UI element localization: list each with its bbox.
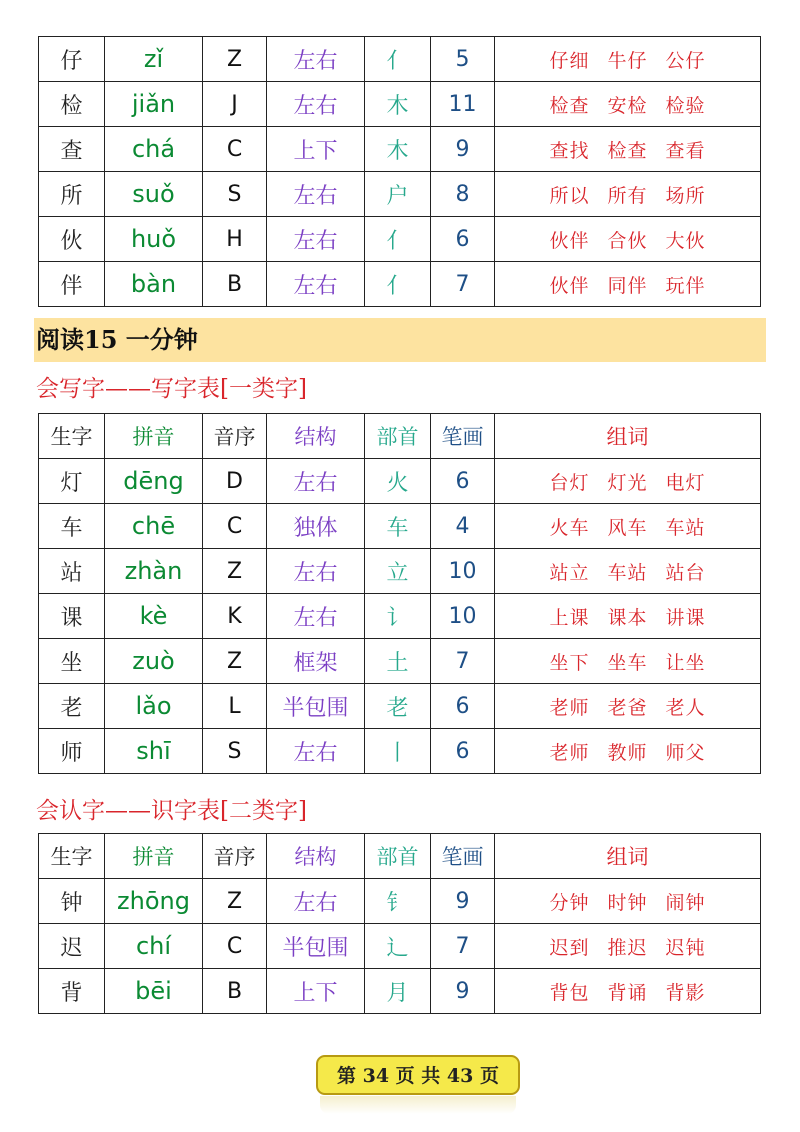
pinyin-cell: lǎo bbox=[105, 684, 203, 729]
structure-cell: 上下 bbox=[267, 969, 365, 1014]
word-item: 背影 bbox=[665, 981, 706, 1004]
character-cell: 查 bbox=[39, 127, 105, 172]
words-cell bbox=[495, 549, 761, 594]
radical-cell: 户 bbox=[365, 172, 431, 217]
table-row bbox=[39, 969, 761, 1014]
stroke-count-cell: 7 bbox=[431, 639, 495, 684]
character-cell: 灯 bbox=[39, 459, 105, 504]
stroke-count-cell: 11 bbox=[431, 82, 495, 127]
order-letter-cell: Z bbox=[203, 879, 267, 924]
order-letter-cell: Z bbox=[203, 639, 267, 684]
table-row bbox=[39, 594, 761, 639]
radical-cell: 讠 bbox=[365, 594, 431, 639]
word-item: 伙伴 bbox=[549, 229, 590, 252]
pinyin-cell: chē bbox=[105, 504, 203, 549]
word-item: 迟到 bbox=[549, 936, 590, 959]
character-cell: 背 bbox=[39, 969, 105, 1014]
radical-cell: 木 bbox=[365, 82, 431, 127]
pinyin-cell: zhàn bbox=[105, 549, 203, 594]
order-letter-cell: S bbox=[203, 172, 267, 217]
table-row bbox=[39, 924, 761, 969]
header-radical: 部首 bbox=[365, 414, 431, 459]
structure-cell: 左右 bbox=[267, 262, 365, 307]
words-cell bbox=[495, 729, 761, 774]
structure-cell: 左右 bbox=[267, 594, 365, 639]
order-letter-cell: J bbox=[203, 82, 267, 127]
word-item: 时钟 bbox=[607, 891, 648, 914]
character-cell: 伴 bbox=[39, 262, 105, 307]
character-cell: 仔 bbox=[39, 37, 105, 82]
character-cell: 所 bbox=[39, 172, 105, 217]
table-row bbox=[39, 729, 761, 774]
header-order: 音序 bbox=[203, 414, 267, 459]
radical-cell: 钅 bbox=[365, 879, 431, 924]
header-words: 组词 bbox=[495, 834, 761, 879]
words-cell bbox=[495, 127, 761, 172]
radical-cell: 车 bbox=[365, 504, 431, 549]
pinyin-cell: zhōng bbox=[105, 879, 203, 924]
word-item: 合伙 bbox=[607, 229, 648, 252]
word-item: 火车 bbox=[549, 516, 590, 539]
words-cell bbox=[495, 684, 761, 729]
header-radical: 部首 bbox=[365, 834, 431, 879]
header-pinyin: 拼音 bbox=[105, 414, 203, 459]
table-row bbox=[39, 172, 761, 217]
order-letter-cell: Z bbox=[203, 37, 267, 82]
word-item: 站台 bbox=[665, 561, 706, 584]
word-item: 课本 bbox=[607, 606, 648, 629]
word-item: 伙伴 bbox=[549, 274, 590, 297]
structure-cell: 左右 bbox=[267, 217, 365, 262]
word-item: 查看 bbox=[665, 139, 706, 162]
word-item: 让坐 bbox=[665, 651, 706, 674]
stroke-count-cell: 5 bbox=[431, 37, 495, 82]
word-item: 讲课 bbox=[665, 606, 706, 629]
character-cell: 迟 bbox=[39, 924, 105, 969]
table-header-row bbox=[39, 414, 761, 459]
radical-cell: 亻 bbox=[365, 217, 431, 262]
structure-cell: 独体 bbox=[267, 504, 365, 549]
word-item: 车站 bbox=[607, 561, 648, 584]
order-letter-cell: D bbox=[203, 459, 267, 504]
structure-cell: 左右 bbox=[267, 82, 365, 127]
table-row bbox=[39, 879, 761, 924]
order-letter-cell: C bbox=[203, 924, 267, 969]
pinyin-cell: kè bbox=[105, 594, 203, 639]
pinyin-cell: zǐ bbox=[105, 37, 203, 82]
character-cell: 钟 bbox=[39, 879, 105, 924]
radical-cell: 丨 bbox=[365, 729, 431, 774]
header-order: 音序 bbox=[203, 834, 267, 879]
word-item: 老师 bbox=[549, 741, 590, 764]
structure-cell: 左右 bbox=[267, 879, 365, 924]
words-cell bbox=[495, 594, 761, 639]
header-structure: 结构 bbox=[267, 414, 365, 459]
table-row bbox=[39, 217, 761, 262]
pinyin-cell: shī bbox=[105, 729, 203, 774]
words-cell bbox=[495, 639, 761, 684]
structure-cell: 半包围 bbox=[267, 684, 365, 729]
word-item: 迟钝 bbox=[665, 936, 706, 959]
word-item: 坐下 bbox=[549, 651, 590, 674]
header-char: 生字 bbox=[39, 834, 105, 879]
order-letter-cell: C bbox=[203, 127, 267, 172]
table-row bbox=[39, 639, 761, 684]
table-row bbox=[39, 37, 761, 82]
stroke-count-cell: 8 bbox=[431, 172, 495, 217]
word-item: 所有 bbox=[607, 184, 648, 207]
radical-cell: 月 bbox=[365, 969, 431, 1014]
radical-cell: 老 bbox=[365, 684, 431, 729]
character-cell: 检 bbox=[39, 82, 105, 127]
word-item: 电灯 bbox=[665, 471, 706, 494]
table-row bbox=[39, 459, 761, 504]
order-letter-cell: S bbox=[203, 729, 267, 774]
table-header-row bbox=[39, 834, 761, 879]
words-cell bbox=[495, 879, 761, 924]
header-pinyin: 拼音 bbox=[105, 834, 203, 879]
section-title-reading: 会认字——识字表[二类字] bbox=[36, 798, 307, 824]
writing-character-table bbox=[38, 413, 761, 774]
word-item: 车站 bbox=[665, 516, 706, 539]
stroke-count-cell: 6 bbox=[431, 217, 495, 262]
word-item: 检验 bbox=[665, 94, 706, 117]
radical-cell: 亻 bbox=[365, 262, 431, 307]
stroke-count-cell: 6 bbox=[431, 729, 495, 774]
character-cell: 站 bbox=[39, 549, 105, 594]
stroke-count-cell: 7 bbox=[431, 924, 495, 969]
header-words: 组词 bbox=[495, 414, 761, 459]
order-letter-cell: H bbox=[203, 217, 267, 262]
stroke-count-cell: 9 bbox=[431, 969, 495, 1014]
header-structure: 结构 bbox=[267, 834, 365, 879]
word-item: 背包 bbox=[549, 981, 590, 1004]
pinyin-cell: chí bbox=[105, 924, 203, 969]
pinyin-cell: suǒ bbox=[105, 172, 203, 217]
top-character-table bbox=[38, 36, 761, 307]
word-item: 场所 bbox=[665, 184, 706, 207]
word-item: 检查 bbox=[607, 139, 648, 162]
stroke-count-cell: 6 bbox=[431, 459, 495, 504]
pinyin-cell: zuò bbox=[105, 639, 203, 684]
structure-cell: 框架 bbox=[267, 639, 365, 684]
table-row bbox=[39, 684, 761, 729]
table-row bbox=[39, 504, 761, 549]
word-item: 分钟 bbox=[549, 891, 590, 914]
stroke-count-cell: 4 bbox=[431, 504, 495, 549]
pinyin-cell: chá bbox=[105, 127, 203, 172]
radical-cell: 立 bbox=[365, 549, 431, 594]
stroke-count-cell: 6 bbox=[431, 684, 495, 729]
table-row bbox=[39, 549, 761, 594]
pinyin-cell: jiǎn bbox=[105, 82, 203, 127]
reading-character-table bbox=[38, 833, 761, 1014]
header-char: 生字 bbox=[39, 414, 105, 459]
word-item: 大伙 bbox=[665, 229, 706, 252]
word-item: 台灯 bbox=[549, 471, 590, 494]
radical-cell: 亻 bbox=[365, 37, 431, 82]
structure-cell: 左右 bbox=[267, 549, 365, 594]
pinyin-cell: huǒ bbox=[105, 217, 203, 262]
table-row bbox=[39, 262, 761, 307]
stroke-count-cell: 7 bbox=[431, 262, 495, 307]
word-item: 站立 bbox=[549, 561, 590, 584]
word-item: 所以 bbox=[549, 184, 590, 207]
character-cell: 车 bbox=[39, 504, 105, 549]
character-cell: 坐 bbox=[39, 639, 105, 684]
character-cell: 伙 bbox=[39, 217, 105, 262]
radical-cell: 火 bbox=[365, 459, 431, 504]
stroke-count-cell: 9 bbox=[431, 127, 495, 172]
words-cell bbox=[495, 262, 761, 307]
words-cell bbox=[495, 504, 761, 549]
pinyin-cell: bàn bbox=[105, 262, 203, 307]
word-item: 安检 bbox=[607, 94, 648, 117]
structure-cell: 左右 bbox=[267, 729, 365, 774]
words-cell bbox=[495, 459, 761, 504]
structure-cell: 半包围 bbox=[267, 924, 365, 969]
stroke-count-cell: 10 bbox=[431, 549, 495, 594]
word-item: 坐车 bbox=[607, 651, 648, 674]
word-item: 老爸 bbox=[607, 696, 648, 719]
words-cell bbox=[495, 924, 761, 969]
structure-cell: 左右 bbox=[267, 172, 365, 217]
lesson-title-banner: 阅读15 一分钟 bbox=[34, 318, 766, 362]
section-title-writing: 会写字——写字表[一类字] bbox=[36, 376, 307, 402]
words-cell bbox=[495, 172, 761, 217]
pinyin-cell: bēi bbox=[105, 969, 203, 1014]
words-cell bbox=[495, 37, 761, 82]
order-letter-cell: B bbox=[203, 262, 267, 307]
word-item: 闹钟 bbox=[665, 891, 706, 914]
character-cell: 课 bbox=[39, 594, 105, 639]
word-item: 灯光 bbox=[607, 471, 648, 494]
words-cell bbox=[495, 969, 761, 1014]
page-badge-reflection bbox=[320, 1096, 516, 1114]
header-strokes: 笔画 bbox=[431, 834, 495, 879]
structure-cell: 上下 bbox=[267, 127, 365, 172]
word-item: 同伴 bbox=[607, 274, 648, 297]
structure-cell: 左右 bbox=[267, 459, 365, 504]
order-letter-cell: K bbox=[203, 594, 267, 639]
character-cell: 师 bbox=[39, 729, 105, 774]
word-item: 老人 bbox=[665, 696, 706, 719]
word-item: 教师 bbox=[607, 741, 648, 764]
word-item: 牛仔 bbox=[607, 49, 648, 72]
radical-cell: 辶 bbox=[365, 924, 431, 969]
word-item: 师父 bbox=[665, 741, 706, 764]
word-item: 背诵 bbox=[607, 981, 648, 1004]
header-strokes: 笔画 bbox=[431, 414, 495, 459]
word-item: 仔细 bbox=[549, 49, 590, 72]
pinyin-cell: dēng bbox=[105, 459, 203, 504]
table-row bbox=[39, 127, 761, 172]
words-cell bbox=[495, 82, 761, 127]
character-cell: 老 bbox=[39, 684, 105, 729]
order-letter-cell: Z bbox=[203, 549, 267, 594]
table-row bbox=[39, 82, 761, 127]
stroke-count-cell: 9 bbox=[431, 879, 495, 924]
order-letter-cell: L bbox=[203, 684, 267, 729]
order-letter-cell: C bbox=[203, 504, 267, 549]
word-item: 风车 bbox=[607, 516, 648, 539]
word-item: 推迟 bbox=[607, 936, 648, 959]
stroke-count-cell: 10 bbox=[431, 594, 495, 639]
word-item: 公仔 bbox=[665, 49, 706, 72]
page-number-badge: 第 34 页 共 43 页 bbox=[316, 1055, 520, 1095]
structure-cell: 左右 bbox=[267, 37, 365, 82]
radical-cell: 木 bbox=[365, 127, 431, 172]
word-item: 老师 bbox=[549, 696, 590, 719]
word-item: 检查 bbox=[549, 94, 590, 117]
order-letter-cell: B bbox=[203, 969, 267, 1014]
word-item: 上课 bbox=[549, 606, 590, 629]
radical-cell: 土 bbox=[365, 639, 431, 684]
words-cell bbox=[495, 217, 761, 262]
word-item: 查找 bbox=[549, 139, 590, 162]
word-item: 玩伴 bbox=[665, 274, 706, 297]
